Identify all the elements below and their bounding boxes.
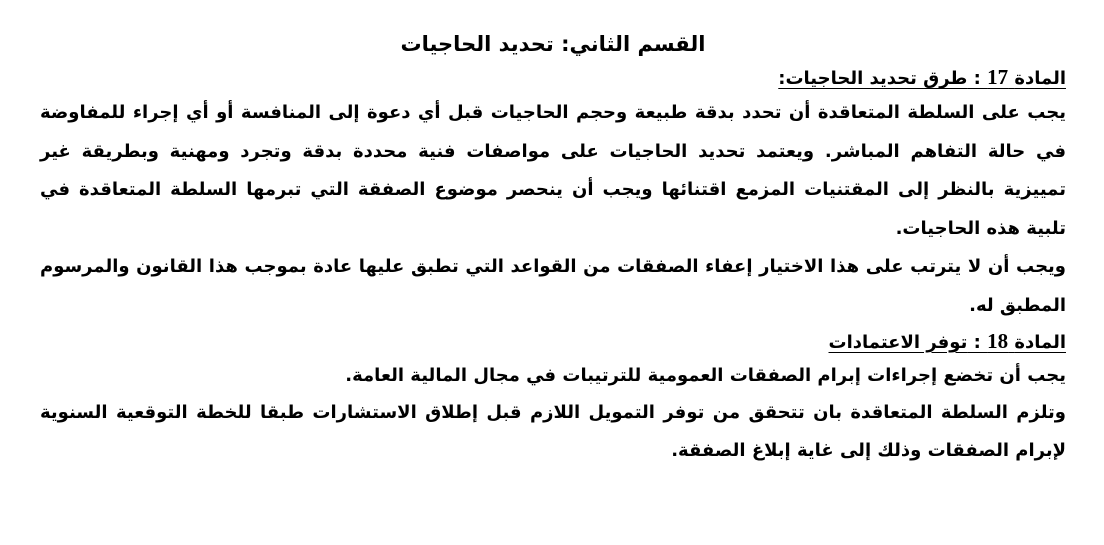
article-18-paragraph-2: وتلزم السلطة المتعاقدة بان تتحقق من توفر التمويل اللازم قبل إطلاق الاستشارات طبقا للخطة التوقعية السنوية لإبرام الصفقات وذلك إلى غاية إبلاغ الصفقة. [40, 401, 1066, 461]
article-18-paragraph-1: يجب أن تخضع إجراءات إبرام الصفقات العمومية للترتيبات في مجال المالية العامة. [345, 364, 1066, 386]
article-17-paragraph-1: يجب على السلطة المتعاقدة أن تحدد بدقة طبيعة وحجم الحاجيات قبل أي دعوة إلى المنافسة أو أي إجراء للمفاوضة في حالة التفاهم المباشر. ويعتمد تحديد الحاجيات على مواصفات فنية محددة بدقة وتجرد ومهنية وبطريقة غير تمييزية بالنظر إلى المقتنيات المزمع اقتنائها ويجب أن ينحصر موضوع الصفقة التي تبرمها السلطة المتعاقدة في تلبية هذه الحاجيات. [40, 102, 1066, 239]
article-17-heading [40, 64, 1066, 94]
article-17-separator: : [967, 68, 988, 89]
article-17-number: 17 [987, 65, 1009, 89]
article-17-paragraph-2: ويجب أن لا يترتب على هذا الاختيار إعفاء الصفقات من القواعد التي تطبق عليها عادة بموجب هذا القانون والمرسوم المطبق له. [40, 256, 1066, 316]
article-17-label: المادة [1014, 68, 1066, 89]
article-18-number: 18 [987, 328, 1009, 353]
article-18-separator: : [967, 331, 988, 353]
article-18-title: توفر الاعتمادات [828, 331, 968, 353]
article-17-heading-text [778, 65, 1066, 89]
document-page [40, 28, 1066, 470]
article-18-heading [40, 328, 1066, 358]
article-18-heading-text [828, 328, 1066, 353]
article-17-title: طرق تحديد الحاجيات: [778, 68, 968, 89]
article-18-label: المادة [1014, 331, 1066, 353]
section-title: القسم الثاني: تحديد الحاجيات [400, 32, 706, 56]
